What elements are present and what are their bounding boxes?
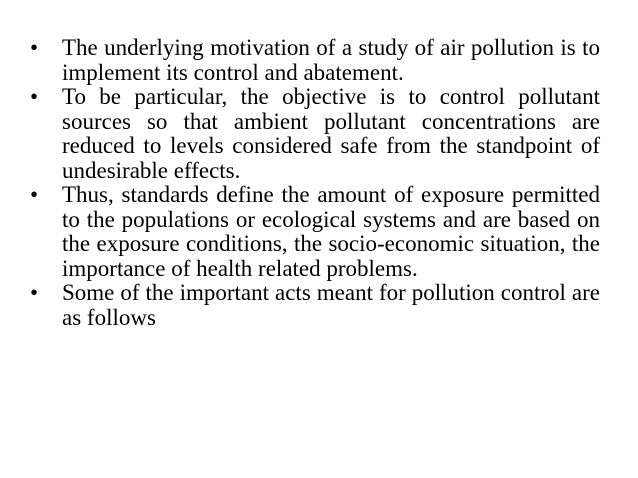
bullet-text: The underlying motivation of a study of air pollution is to implement its control and abatement. [62, 35, 600, 85]
bullet-marker: • [30, 182, 39, 207]
bullet-marker: • [30, 84, 39, 109]
bullet-marker: • [30, 280, 39, 305]
bullet-item [30, 85, 600, 183]
bullet-text: To be particular, the objective is to control pollutant sources so that ambient pollutant concentrations are reduced to levels considered safe from the standpoint of undesirable effects. [62, 84, 600, 183]
bullet-marker: • [30, 35, 39, 60]
bullet-text: Some of the important acts meant for pollution control are as follows [62, 280, 600, 330]
bullet-item [30, 281, 600, 330]
bullet-list [30, 36, 600, 330]
bullet-item [30, 36, 600, 85]
bullet-item [30, 183, 600, 281]
bullet-text: Thus, standards define the amount of exposure permitted to the populations or ecological systems and are based on the exposure conditions, the socio-economic situation, the importance of health related problems. [62, 182, 600, 281]
